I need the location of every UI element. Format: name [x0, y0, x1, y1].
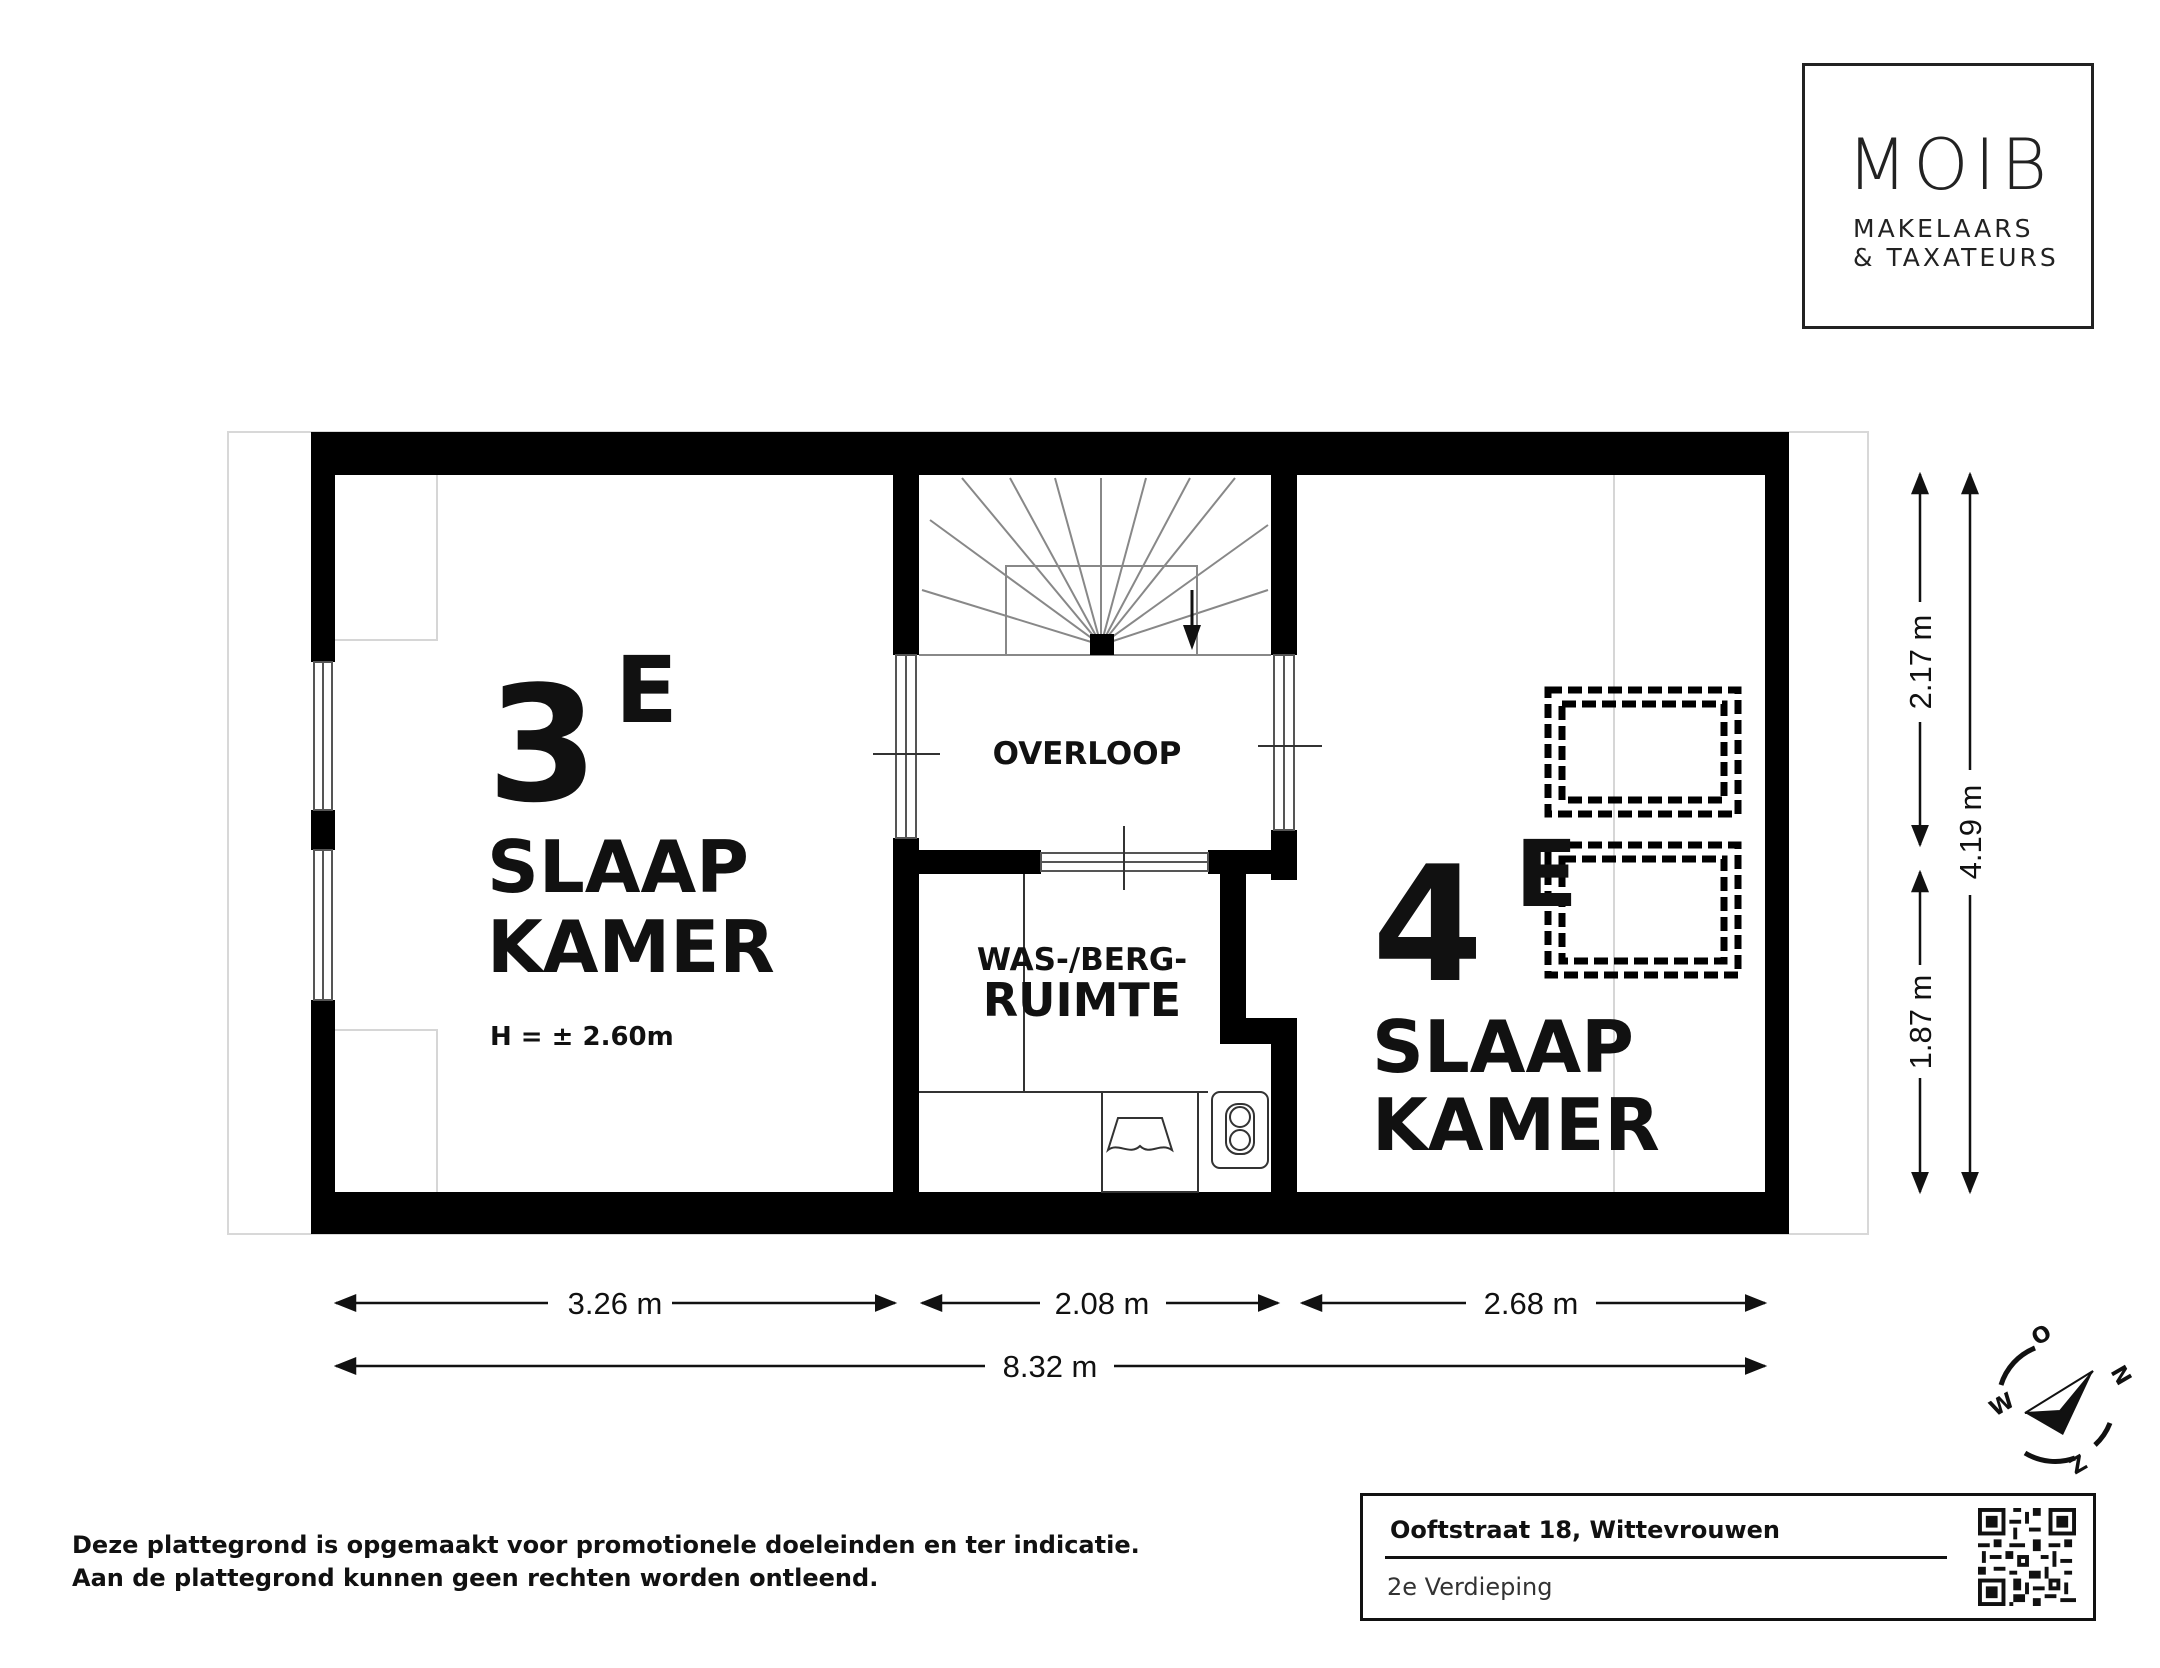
room-3-title-line-2: KAMER [487, 905, 775, 989]
logo-line-2: & TAXATEURS [1853, 243, 2059, 272]
logo-line-1: MAKELAARS [1853, 214, 2034, 243]
compass-north: N [2104, 1361, 2136, 1390]
room-4-title-line-1: SLAAP [1372, 1005, 1634, 1089]
utility-label-line-2: RUIMTE [982, 973, 1182, 1027]
room-3-number: 3 [487, 651, 599, 838]
room-4-title-line-2: KAMER [1372, 1083, 1660, 1167]
property-info-box [1360, 1493, 2096, 1621]
compass-icon [1986, 1320, 2136, 1480]
dimension-room-3-width: 3.26 m [567, 1286, 663, 1321]
room-4-number: 4 [1372, 831, 1484, 1018]
disclaimer-line-1: Deze plattegrond is opgemaakt voor promotionele doeleinden en ter indicatie. [72, 1531, 1140, 1559]
qr-code-icon [1978, 1508, 2076, 1606]
room-3-label [487, 637, 775, 1052]
room-3-height: H = ± 2.60m [490, 1022, 674, 1052]
dimension-total-depth: 4.19 m [1953, 784, 1988, 880]
room-4-superscript: E [1515, 821, 1578, 928]
room-3-superscript: E [615, 637, 678, 744]
dimension-top-depth: 2.17 m [1903, 614, 1938, 710]
property-address: Ooftstraat 18, Wittevrouwen [1390, 1516, 1780, 1544]
logo-name: MOIB [1847, 124, 2053, 206]
boiler-icon [1212, 1092, 1268, 1168]
compass-south: Z [2065, 1450, 2092, 1481]
info-divider [1385, 1556, 1947, 1559]
washing-machine-icon [1108, 1118, 1172, 1150]
stair-post [1090, 634, 1114, 655]
stair-direction-arrow [1183, 590, 1201, 650]
room-4-label [1372, 821, 1660, 1167]
utility-fixtures [919, 874, 1208, 1192]
dimension-bottom-depth: 1.87 m [1903, 974, 1938, 1070]
disclaimer-line-2: Aan de plattegrond kunnen geen rechten worden ontleend. [72, 1564, 879, 1592]
dimension-middle-width: 2.08 m [1054, 1286, 1150, 1321]
dimension-total-width: 8.32 m [1002, 1349, 1098, 1384]
compass-east: O [2027, 1320, 2057, 1352]
overloop-label: OVERLOOP [992, 736, 1182, 772]
staircase [919, 478, 1271, 655]
utility-label-line-1: WAS-/BERG- [976, 942, 1188, 978]
disclaimer [72, 1529, 1140, 1595]
compass-west: W [1985, 1388, 2020, 1423]
dimension-room-4-width: 2.68 m [1483, 1286, 1579, 1321]
floor-level: 2e Verdieping [1387, 1573, 1553, 1601]
room-3-title-line-1: SLAAP [487, 825, 749, 909]
